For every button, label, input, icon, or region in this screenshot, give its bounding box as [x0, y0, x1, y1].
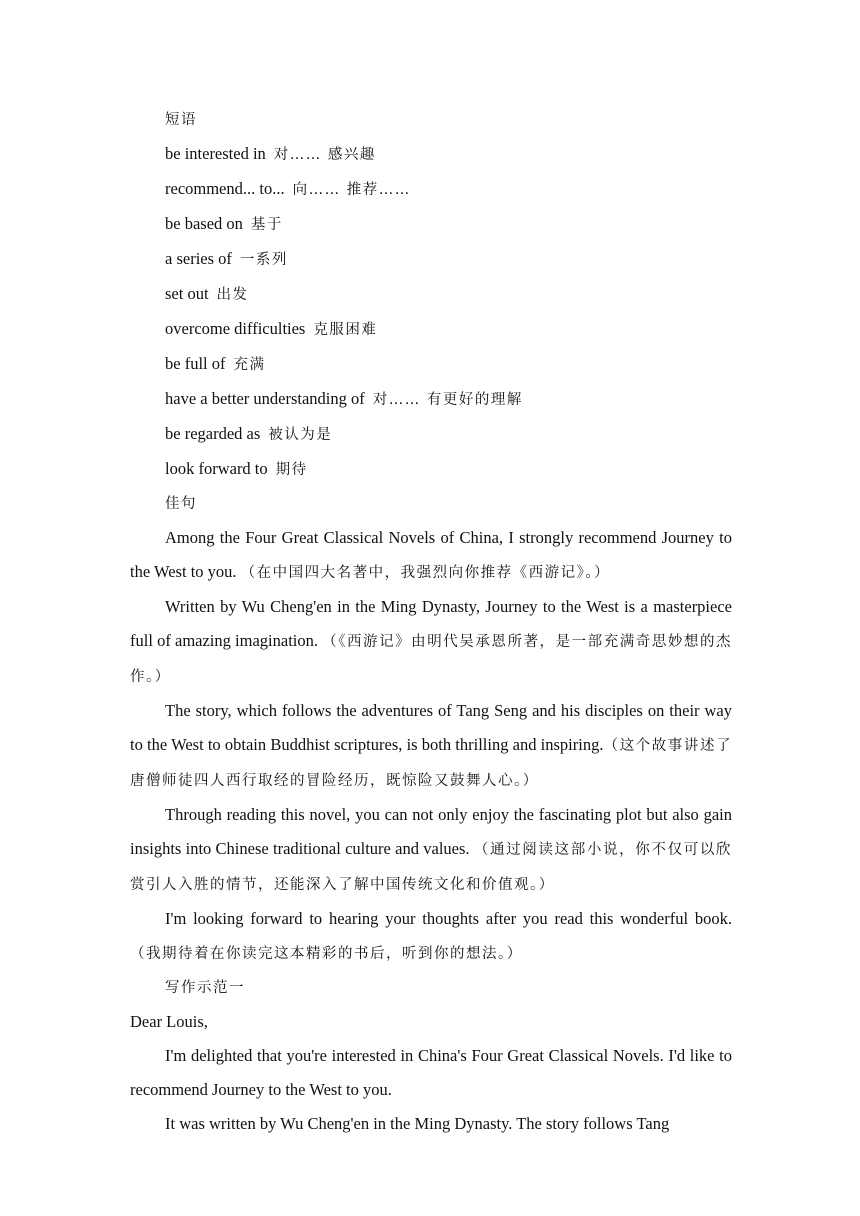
phrase-item — [130, 172, 732, 207]
phrase-zh: 克服困难 — [313, 322, 378, 338]
sentence-item — [130, 521, 732, 590]
sentence-item — [130, 902, 732, 971]
sentences-heading: 佳句 — [165, 496, 197, 512]
sentence-zh: （在中国四大名著中，我强烈向你推荐《西游记》。） — [240, 565, 611, 581]
phrases-heading: 短语 — [165, 112, 197, 128]
phrase-list — [130, 137, 732, 487]
sentence-zh: （通过阅读这部小说，你不仅可以欣赏引人入胜的情节，还能深入了解中国传统文化和价值观。） — [130, 842, 733, 893]
phrase-en: a series of — [165, 249, 232, 268]
phrase-item — [130, 347, 732, 382]
sentence-en: Through reading this novel, you can not only enjoy the fascinating plot but also gain insights into Chinese traditional culture and values. — [130, 805, 732, 858]
sentence-zh: （《西游记》由明代吴承恩所著，是一部充满奇思妙想的杰作。） — [130, 634, 732, 685]
phrase-en: look forward to — [165, 459, 268, 478]
phrase-en: be based on — [165, 214, 243, 233]
sentence-list — [130, 521, 732, 971]
phrase-item — [130, 242, 732, 277]
sentence-en: Written by Wu Cheng'en in the Ming Dynasty, Journey to the West is a masterpiece full of amazing imagination. — [130, 597, 732, 650]
letter-paragraph: I'm delighted that you're interested in China's Four Great Classical Novels. I'd like to recommend Journey to the West to you. — [130, 1046, 732, 1099]
sample-heading: 写作示范一 — [165, 980, 245, 996]
sentence-item — [130, 798, 732, 902]
sentence-zh: （这个故事讲述了唐僧师徒四人西行取经的冒险经历，既惊险又鼓舞人心。） — [130, 738, 733, 789]
phrase-zh: 充满 — [233, 357, 266, 373]
sentence-item — [130, 590, 732, 694]
phrase-item — [130, 137, 732, 172]
phrase-zh: 基于 — [250, 217, 283, 233]
phrase-en: be full of — [165, 354, 226, 373]
phrase-en: be regarded as — [165, 424, 261, 443]
sample-letter — [130, 1005, 732, 1141]
sentence-item — [130, 694, 732, 798]
phrase-item — [130, 417, 732, 452]
phrase-zh: 一系列 — [239, 252, 288, 268]
phrase-en: have a better understanding of — [165, 389, 365, 408]
phrase-item — [130, 277, 732, 312]
phrase-zh: 对…… 有更好的理解 — [372, 392, 523, 408]
phrase-zh: 对…… 感兴趣 — [273, 147, 376, 163]
phrase-en: be interested in — [165, 144, 266, 163]
phrase-zh: 期待 — [275, 462, 308, 478]
phrase-en: overcome difficulties — [165, 319, 306, 338]
phrase-item — [130, 452, 732, 487]
phrase-item — [130, 312, 732, 347]
sentence-en: The story, which follows the adventures of Tang Seng and his disciples on their way to the West to obtain Buddhist scriptures, is both thrilling and inspiring. — [130, 701, 732, 754]
phrase-zh: 被认为是 — [268, 427, 333, 443]
document-page — [130, 103, 732, 1141]
phrase-en: set out — [165, 284, 209, 303]
letter-paragraph: It was written by Wu Cheng'en in the Ming Dynasty. The story follows Tang — [165, 1114, 670, 1133]
phrase-zh: 出发 — [216, 287, 249, 303]
sentence-en: Among the Four Great Classical Novels of China, I strongly recommend Journey to the West to you. — [130, 528, 732, 581]
letter-greeting: Dear Louis, — [130, 1012, 208, 1031]
phrase-item — [130, 207, 732, 242]
phrase-item — [130, 382, 732, 417]
sentence-zh: （我期待着在你读完这本精彩的书后，听到你的想法。） — [130, 946, 523, 962]
phrase-zh: 向…… 推荐…… — [292, 182, 411, 198]
sentence-en: I'm looking forward to hearing your thoughts after you read this wonderful book. — [165, 909, 732, 928]
phrase-en: recommend... to... — [165, 179, 285, 198]
